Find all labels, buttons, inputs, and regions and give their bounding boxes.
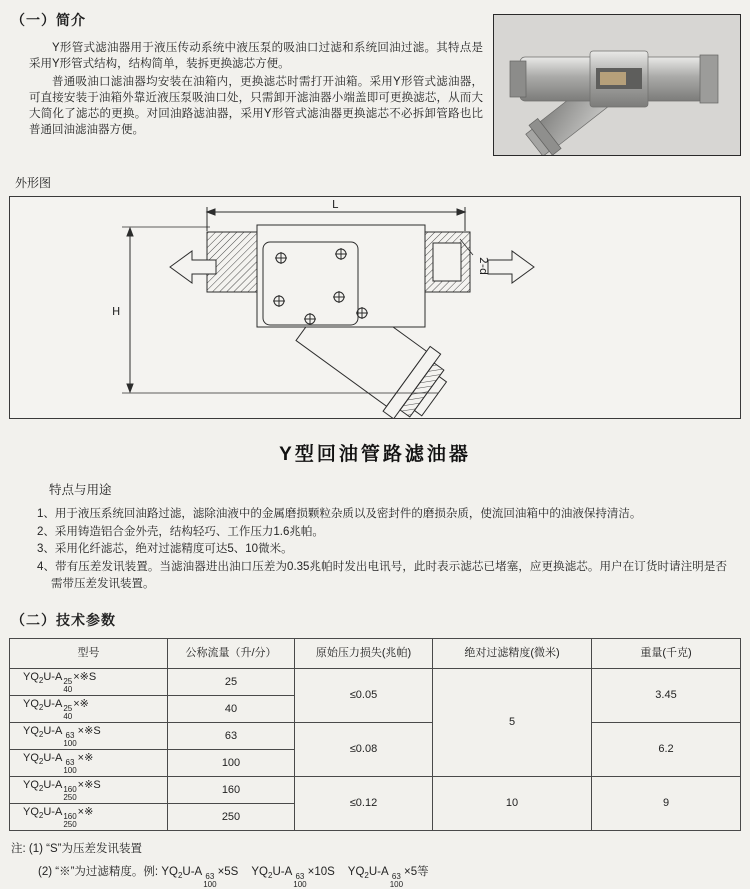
example-model-code: $YQ_2U-A$ 63 100 ×5 xyxy=(347,865,418,889)
model-code: $YQ_2U-A$ 63 100 ×※ xyxy=(23,751,94,775)
outline-drawing-svg xyxy=(10,197,740,418)
intro-paragraph-1: Y形管式滤油器用于液压传动系统中液压泵的吸油口过滤和系统回油过滤。其特点是采用Y形管式结构，结构简单，装拆更换滤芯方便。 xyxy=(29,42,483,70)
model-code: $YQ_2U-A$ 160 250 ×※ xyxy=(23,805,94,829)
col-header-pressure-loss: 原始压力损失(兆帕) xyxy=(295,638,433,668)
col-header-flow: 公称流量（升/分） xyxy=(168,638,295,668)
table-header-row xyxy=(10,638,741,668)
precision-cell: 10 xyxy=(433,776,592,830)
weight-cell: 3.45 xyxy=(592,668,741,722)
col-header-precision: 绝对过滤精度(微米) xyxy=(433,638,592,668)
model-cell xyxy=(10,668,168,695)
col-header-model: 型号 xyxy=(10,638,168,668)
specs-table xyxy=(9,638,741,831)
photo-left-port xyxy=(510,61,526,97)
footnote-2-text: (2) “※”为过滤精度。例: xyxy=(38,865,159,878)
feature-item: 3、采用化纤滤芯，绝对过滤精度可达5、10微米。 xyxy=(37,543,293,555)
footnote-1-text: (1) “S”为压差发讯装置 xyxy=(28,842,142,855)
footnote-2-suffix: 等 xyxy=(417,865,429,878)
dimension-H-label: H xyxy=(112,305,121,318)
pressure-cell: ≤0.05 xyxy=(295,668,433,722)
flow-cell: 40 xyxy=(168,695,295,722)
drawing-right-bore xyxy=(433,243,461,281)
product-photo-image xyxy=(494,15,740,155)
photo-nameplate xyxy=(600,72,626,85)
photo-right-port xyxy=(700,55,718,103)
weight-cell: 9 xyxy=(592,776,741,830)
model-code: $YQ_2U-A$ 63 100 ×※S xyxy=(23,724,101,748)
model-code: $YQ_2U-A$ 25 40 ×※S xyxy=(23,670,97,694)
intro-section xyxy=(9,8,741,156)
pressure-cell: ≤0.12 xyxy=(295,776,433,830)
flow-cell: 160 xyxy=(168,776,295,803)
col-header-weight: 重量(千克) xyxy=(592,638,741,668)
flow-cell: 25 xyxy=(168,668,295,695)
model-cell xyxy=(10,803,168,830)
flow-arrow-right-icon xyxy=(488,251,534,283)
model-cell xyxy=(10,722,168,749)
feature-item: 1、用于液压系统回油路过滤，滤除油液中的金属磨损颗粒杂质以及密封件的磨损杂质，使流回油箱中的油液保持清洁。 xyxy=(37,508,642,520)
intro-column xyxy=(9,8,487,140)
flow-cell: 63 xyxy=(168,722,295,749)
page-title: Y型回油管路滤油器 xyxy=(279,444,471,465)
outline-drawing-box xyxy=(9,196,741,419)
example-model-code: $YQ_2U-A$ 63 100 ×5S xyxy=(161,865,239,889)
product-photo xyxy=(493,14,741,156)
footnote-2 xyxy=(38,863,741,889)
feature-item: 2、采用铸造铝合金外壳，结构轻巧、工作压力1.6兆帕。 xyxy=(37,525,324,538)
example-model-code: $YQ_2U-A$ 63 100 ×10S xyxy=(251,865,335,889)
table-row xyxy=(10,668,741,695)
flow-cell: 250 xyxy=(168,803,295,830)
intro-heading: （一）简介 xyxy=(11,12,86,28)
model-cell xyxy=(10,749,168,776)
drawing-main-body xyxy=(257,225,425,327)
features-heading: 特点与用途 xyxy=(49,483,112,497)
footnote-1 xyxy=(11,840,741,856)
intro-paragraph-2: 普通吸油口滤油器均安装在油箱内，更换滤芯时需打开油箱。采用Y形管式滤油器，可直接安装于油箱外靠近液压泵吸油口处，只需卸开滤油器小端盖即可更换滤芯，从而大大简化了滤芯的更换。对回油路滤油器，采用Y形管式滤油器更换滤芯不必拆卸管路也比普通回油滤油器方便。 xyxy=(29,76,483,136)
model-code: $YQ_2U-A$ 25 40 ×※ xyxy=(23,697,89,721)
weight-cell: 6.2 xyxy=(592,722,741,776)
features-list xyxy=(37,506,727,594)
specs-heading: （二）技术参数 xyxy=(11,611,116,628)
outline-drawing-label: 外形图 xyxy=(15,176,52,190)
feature-item: 4、带有压差发讯装置。当滤油器进出油口压差为0.35兆帕时发出电讯号，此时表示滤芯已堵塞，应更换滤芯。用户在订货时请注明是否需带压差发讯装置。 xyxy=(37,560,727,590)
precision-cell: 5 xyxy=(433,668,592,776)
table-row xyxy=(10,722,741,749)
flow-cell: 100 xyxy=(168,749,295,776)
footnotes xyxy=(11,840,741,889)
model-cell xyxy=(10,776,168,803)
notes-label: 注: xyxy=(11,842,26,855)
table-row xyxy=(10,776,741,803)
dimension-L-label: L xyxy=(332,198,339,211)
pressure-cell: ≤0.08 xyxy=(295,722,433,776)
model-code: $YQ_2U-A$ 160 250 ×※S xyxy=(23,778,101,802)
dimension-2d-label: 2-d xyxy=(477,257,490,275)
model-cell xyxy=(10,695,168,722)
